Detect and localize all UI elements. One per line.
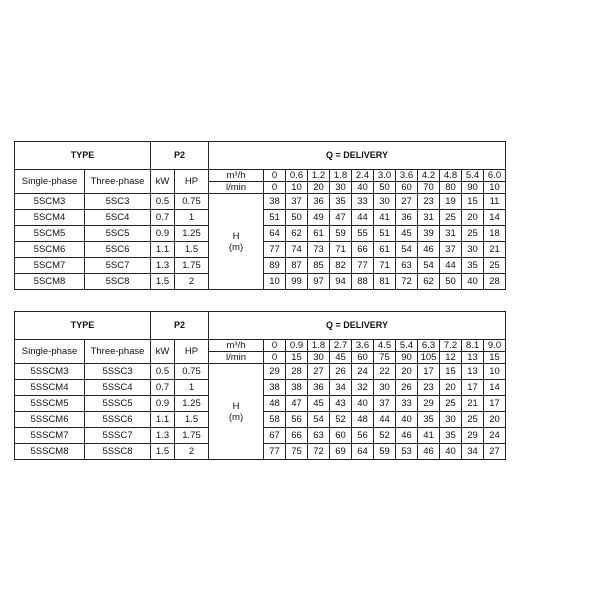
head-value: 15	[440, 364, 462, 380]
head-value: 34	[330, 380, 352, 396]
head-value: 33	[396, 396, 418, 412]
table-5ssc-series	[14, 311, 506, 460]
power-hp: 0.75	[175, 364, 209, 380]
q-lmin-value: 13	[462, 352, 484, 364]
head-value: 30	[374, 380, 396, 396]
head-value: 20	[484, 412, 506, 428]
head-value: 81	[374, 274, 396, 290]
header-type: TYPE	[15, 142, 151, 170]
head-value: 40	[440, 444, 462, 460]
head-value: 21	[484, 242, 506, 258]
q-lmin-value: 60	[396, 182, 418, 194]
model-three-phase: 5SSC8	[85, 444, 151, 460]
head-value: 53	[396, 444, 418, 460]
head-value: 26	[396, 380, 418, 396]
q-lmin-value: 30	[330, 182, 352, 194]
head-value: 22	[374, 364, 396, 380]
model-single-phase: 5SSCM5	[15, 396, 85, 412]
model-three-phase: 5SSC6	[85, 412, 151, 428]
subheader-single-phase: Single-phase	[15, 170, 85, 194]
head-value: 45	[396, 226, 418, 242]
model-three-phase: 5SC8	[85, 274, 151, 290]
power-hp: 1	[175, 380, 209, 396]
head-value: 17	[418, 364, 440, 380]
model-single-phase: 5SCM3	[15, 194, 85, 210]
head-value: 97	[308, 274, 330, 290]
q-m3h-value: 3.0	[374, 170, 396, 182]
head-value: 25	[440, 396, 462, 412]
head-value: 63	[396, 258, 418, 274]
head-value: 28	[286, 364, 308, 380]
q-lmin-value: 12	[440, 352, 462, 364]
power-hp: 1.25	[175, 396, 209, 412]
head-value: 34	[462, 444, 484, 460]
head-value: 10	[484, 364, 506, 380]
q-lmin-value: 105	[418, 352, 440, 364]
head-value: 20	[440, 380, 462, 396]
model-three-phase: 5SC4	[85, 210, 151, 226]
head-value: 31	[440, 226, 462, 242]
head-value: 47	[286, 396, 308, 412]
head-value: 69	[330, 444, 352, 460]
head-value: 45	[308, 396, 330, 412]
q-lmin-value: 0	[264, 352, 286, 364]
power-kw: 0.5	[151, 364, 175, 380]
head-value: 50	[286, 210, 308, 226]
head-value: 59	[330, 226, 352, 242]
model-three-phase: 5SC3	[85, 194, 151, 210]
head-value: 61	[374, 242, 396, 258]
head-value: 54	[396, 242, 418, 258]
subheader-hp: HP	[175, 170, 209, 194]
head-value: 94	[330, 274, 352, 290]
model-three-phase: 5SSC4	[85, 380, 151, 396]
head-value: 52	[374, 428, 396, 444]
power-kw: 0.7	[151, 380, 175, 396]
head-value: 77	[264, 242, 286, 258]
power-kw: 1.3	[151, 428, 175, 444]
model-single-phase: 5SSCM4	[15, 380, 85, 396]
q-m3h-value: 4.5	[374, 340, 396, 352]
q-m3h-value: 5.4	[462, 170, 484, 182]
head-value: 29	[264, 364, 286, 380]
q-m3h-value: 0.9	[286, 340, 308, 352]
q-m3h-value: 1.2	[308, 170, 330, 182]
head-value: 10	[264, 274, 286, 290]
header-delivery: Q = DELIVERY	[209, 142, 506, 170]
head-value: 14	[484, 380, 506, 396]
head-value: 58	[264, 412, 286, 428]
unit-m3h: m³/h	[209, 170, 264, 182]
head-value: 25	[462, 226, 484, 242]
head-value: 20	[462, 210, 484, 226]
head-value: 43	[330, 396, 352, 412]
model-single-phase: 5SCM8	[15, 274, 85, 290]
head-value: 72	[396, 274, 418, 290]
head-value: 15	[462, 194, 484, 210]
unit-m3h: m³/h	[209, 340, 264, 352]
q-lmin-value: 70	[418, 182, 440, 194]
head-value: 13	[462, 364, 484, 380]
head-value: 36	[308, 194, 330, 210]
power-kw: 0.7	[151, 210, 175, 226]
head-value: 46	[418, 242, 440, 258]
header-delivery: Q = DELIVERY	[209, 312, 506, 340]
head-value: 75	[286, 444, 308, 460]
head-value: 39	[418, 226, 440, 242]
q-lmin-value: 40	[352, 182, 374, 194]
head-value: 23	[418, 380, 440, 396]
head-value: 60	[330, 428, 352, 444]
head-value: 59	[374, 444, 396, 460]
power-hp: 1.75	[175, 428, 209, 444]
model-three-phase: 5SSC7	[85, 428, 151, 444]
head-label-h: H	[232, 230, 240, 242]
head-value: 56	[352, 428, 374, 444]
q-m3h-value: 6.0	[484, 170, 506, 182]
head-value: 64	[264, 226, 286, 242]
model-single-phase: 5SSCM7	[15, 428, 85, 444]
q-m3h-value: 8.1	[462, 340, 484, 352]
head-value: 46	[396, 428, 418, 444]
head-value: 89	[264, 258, 286, 274]
head-value: 63	[308, 428, 330, 444]
q-m3h-value: 5.4	[396, 340, 418, 352]
model-three-phase: 5SC5	[85, 226, 151, 242]
head-value: 27	[308, 364, 330, 380]
power-hp: 1	[175, 210, 209, 226]
subheader-hp: HP	[175, 340, 209, 364]
q-m3h-value: 7.2	[440, 340, 462, 352]
head-value: 37	[286, 194, 308, 210]
head-value: 74	[286, 242, 308, 258]
q-m3h-value: 2.4	[352, 170, 374, 182]
power-hp: 2	[175, 274, 209, 290]
head-value: 67	[264, 428, 286, 444]
power-hp: 1.25	[175, 226, 209, 242]
head-value: 51	[264, 210, 286, 226]
head-value: 41	[418, 428, 440, 444]
head-value: 37	[374, 396, 396, 412]
head-label-h: H	[232, 400, 240, 412]
subheader-three-phase: Three-phase	[85, 340, 151, 364]
head-value: 44	[374, 412, 396, 428]
head-value: 44	[352, 210, 374, 226]
power-kw: 1.5	[151, 274, 175, 290]
power-hp: 1.75	[175, 258, 209, 274]
head-value: 37	[440, 242, 462, 258]
model-three-phase: 5SC6	[85, 242, 151, 258]
head-value: 35	[418, 412, 440, 428]
q-m3h-value: 0	[264, 170, 286, 182]
subheader-kw: kW	[151, 340, 175, 364]
power-kw: 1.5	[151, 444, 175, 460]
head-value: 72	[308, 444, 330, 460]
head-value: 62	[418, 274, 440, 290]
head-value: 48	[264, 396, 286, 412]
header-p2: P2	[151, 312, 209, 340]
head-value: 40	[462, 274, 484, 290]
head-value: 99	[286, 274, 308, 290]
power-kw: 0.9	[151, 226, 175, 242]
q-m3h-value: 3.6	[396, 170, 418, 182]
head-value: 35	[462, 258, 484, 274]
head-value: 61	[308, 226, 330, 242]
head-value: 66	[352, 242, 374, 258]
head-value: 41	[374, 210, 396, 226]
table-row	[15, 194, 506, 210]
q-lmin-value: 75	[374, 352, 396, 364]
head-value: 62	[286, 226, 308, 242]
power-kw: 1.1	[151, 242, 175, 258]
head-value: 54	[308, 412, 330, 428]
head-value: 40	[352, 396, 374, 412]
head-value: 71	[330, 242, 352, 258]
head-value: 17	[484, 396, 506, 412]
q-lmin-value: 30	[308, 352, 330, 364]
header-p2: P2	[151, 142, 209, 170]
header-type: TYPE	[15, 312, 151, 340]
q-m3h-value: 2.7	[330, 340, 352, 352]
head-value: 31	[418, 210, 440, 226]
model-three-phase: 5SSC5	[85, 396, 151, 412]
model-single-phase: 5SCM6	[15, 242, 85, 258]
head-value: 50	[440, 274, 462, 290]
q-lmin-value: 80	[440, 182, 462, 194]
head-label-cell	[209, 194, 264, 290]
q-m3h-value: 0	[264, 340, 286, 352]
power-kw: 0.9	[151, 396, 175, 412]
head-value: 25	[484, 258, 506, 274]
head-value: 26	[330, 364, 352, 380]
head-value: 27	[396, 194, 418, 210]
head-label-unit: (m)	[228, 411, 244, 423]
head-value: 85	[308, 258, 330, 274]
head-value: 87	[286, 258, 308, 274]
head-value: 66	[286, 428, 308, 444]
model-three-phase: 5SC7	[85, 258, 151, 274]
head-value: 35	[440, 428, 462, 444]
model-single-phase: 5SCM5	[15, 226, 85, 242]
head-value: 29	[462, 428, 484, 444]
head-value: 25	[462, 412, 484, 428]
head-value: 23	[418, 194, 440, 210]
head-value: 30	[440, 412, 462, 428]
q-lmin-value: 15	[286, 352, 308, 364]
head-value: 38	[264, 380, 286, 396]
head-value: 24	[484, 428, 506, 444]
q-lmin-value: 45	[330, 352, 352, 364]
head-value: 88	[352, 274, 374, 290]
head-value: 14	[484, 210, 506, 226]
power-hp: 1.5	[175, 242, 209, 258]
q-lmin-value: 0	[264, 182, 286, 194]
head-value: 11	[484, 194, 506, 210]
head-value: 48	[352, 412, 374, 428]
head-value: 30	[374, 194, 396, 210]
power-hp: 2	[175, 444, 209, 460]
q-lmin-value: 20	[308, 182, 330, 194]
head-value: 30	[462, 242, 484, 258]
subheader-single-phase: Single-phase	[15, 340, 85, 364]
head-value: 54	[418, 258, 440, 274]
head-value: 77	[264, 444, 286, 460]
head-value: 25	[440, 210, 462, 226]
head-label-unit: (m)	[228, 241, 244, 253]
head-value: 29	[418, 396, 440, 412]
head-value: 64	[352, 444, 374, 460]
q-lmin-value: 90	[396, 352, 418, 364]
head-value: 36	[396, 210, 418, 226]
head-value: 46	[418, 444, 440, 460]
power-hp: 0.75	[175, 194, 209, 210]
head-value: 21	[462, 396, 484, 412]
head-value: 40	[396, 412, 418, 428]
q-lmin-value: 10	[286, 182, 308, 194]
q-lmin-value: 50	[374, 182, 396, 194]
unit-lmin: l/min	[209, 182, 264, 194]
head-value: 44	[440, 258, 462, 274]
head-value: 82	[330, 258, 352, 274]
power-kw: 1.1	[151, 412, 175, 428]
head-label-cell	[209, 364, 264, 460]
head-value: 18	[484, 226, 506, 242]
head-value: 51	[374, 226, 396, 242]
q-lmin-value: 15	[484, 352, 506, 364]
q-m3h-value: 9.0	[484, 340, 506, 352]
head-value: 77	[352, 258, 374, 274]
head-value: 52	[330, 412, 352, 428]
head-value: 38	[286, 380, 308, 396]
power-kw: 1.3	[151, 258, 175, 274]
head-value: 36	[308, 380, 330, 396]
q-m3h-value: 4.2	[418, 170, 440, 182]
head-value: 28	[484, 274, 506, 290]
table-5sc-series	[14, 141, 506, 290]
head-value: 32	[352, 380, 374, 396]
q-m3h-value: 3.6	[352, 340, 374, 352]
head-value: 47	[330, 210, 352, 226]
head-value: 56	[286, 412, 308, 428]
head-value: 73	[308, 242, 330, 258]
q-m3h-value: 6.3	[418, 340, 440, 352]
model-single-phase: 5SCM4	[15, 210, 85, 226]
head-value: 35	[330, 194, 352, 210]
model-three-phase: 5SSC3	[85, 364, 151, 380]
power-hp: 1.5	[175, 412, 209, 428]
model-single-phase: 5SSCM3	[15, 364, 85, 380]
table-row	[15, 364, 506, 380]
head-value: 19	[440, 194, 462, 210]
q-lmin-value: 60	[352, 352, 374, 364]
head-value: 49	[308, 210, 330, 226]
q-m3h-value: 1.8	[330, 170, 352, 182]
head-value: 20	[396, 364, 418, 380]
head-value: 17	[462, 380, 484, 396]
model-single-phase: 5SCM7	[15, 258, 85, 274]
subheader-kw: kW	[151, 170, 175, 194]
model-single-phase: 5SSCM8	[15, 444, 85, 460]
q-m3h-value: 4.8	[440, 170, 462, 182]
head-value: 33	[352, 194, 374, 210]
q-lmin-value: 90	[462, 182, 484, 194]
model-single-phase: 5SSCM6	[15, 412, 85, 428]
power-kw: 0.5	[151, 194, 175, 210]
head-value: 27	[484, 444, 506, 460]
q-m3h-value: 0.6	[286, 170, 308, 182]
head-value: 38	[264, 194, 286, 210]
head-value: 71	[374, 258, 396, 274]
q-lmin-value: 10	[484, 182, 506, 194]
subheader-three-phase: Three-phase	[85, 170, 151, 194]
head-value: 55	[352, 226, 374, 242]
unit-lmin: l/min	[209, 352, 264, 364]
q-m3h-value: 1.8	[308, 340, 330, 352]
head-value: 24	[352, 364, 374, 380]
